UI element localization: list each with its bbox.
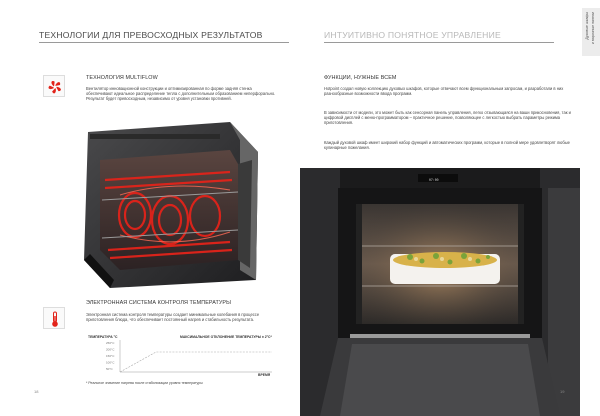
chart-y-axis-label: ТЕМПЕРАТУРА °C [88,335,118,339]
section-corner-tab [582,8,600,56]
multiflow-oven-illustration [80,120,265,290]
multiflow-text: Вентилятор инновационной конструкции и оптимизированная по форме задняя стенка обеспечивают идеальное распределение тепла с дополнительным образованием неперфорально. Результат будет превосходным, независимо от уровня установки противней. [86,86,276,102]
chart-y-tick-label: 200°C [106,347,115,352]
multiflow-title: ТЕХНОЛОГИЯ MULTIFLOW [86,75,158,81]
temp-control-text: Электронная система контроля температуры создает минимальные колебания в процессе приготовления блюда, что обеспечивает постоянный нагрев и стабильность результата. [86,312,260,323]
right-page-title: ИНТУИТИВНО ПОНЯТНОЕ УПРАВЛЕНИЕ [324,30,501,40]
left-page-title: ТЕХНОЛОГИИ ДЛЯ ПРЕВОСХОДНЫХ РЕЗУЛЬТАТОВ [39,30,263,40]
chart-y-tick-label: 150°C [106,354,115,358]
left-footnote: * Реальное значение нагрева после стабилизации уровня температуры [86,381,203,385]
right-page-number: 19 [560,389,565,394]
temp-control-title: ЭЛЕКТРОННАЯ СИСТЕМА КОНТРОЛЯ ТЕМПЕРАТУРЫ [86,300,231,306]
temperature-chart [86,332,276,378]
functions-paragraph-1: Hotpoint создал новую коллекцию духовых шкафов, которые отвечают всем функциональным запросам, и разработали в них разнообразные возможности ввода программ. [324,86,564,97]
oven-display-readout: 07:00 [429,178,439,182]
functions-title: ФУНКЦИИ, НУЖНЫЕ ВСЕМ [324,75,397,81]
chart-x-axis-label: ВРЕМЯ [258,373,271,377]
chart-temperature-line [120,352,272,372]
chart-y-tick-label: 100°C [106,360,115,365]
chart-y-tick-label: 250°C [106,341,115,345]
multiflow-icon [43,75,65,97]
left-page-number: 18 [34,389,39,394]
functions-paragraph-3: Каждый духовой шкаф имеет широкий набор функций и автоматических программ, которые в полной мере удовлетворят любые кулинарные пожелания. [324,140,570,151]
functions-paragraph-2: В зависимости от модели, это может быть как сенсорная панель управления, легко отзывающаяся на ваши прикосновения, так и цифровой дисплей с меню-программатором – практичное решение, позволяющее с легкостью выбрать параметры режима приготовления. [324,110,571,126]
right-page [300,0,600,416]
chart-y-ticks [106,341,115,371]
corner-tab-line-2: и варочные панели [591,12,595,45]
corner-tab-line-1: Духовые шкафы [585,12,589,40]
chart-annotation: МАКСИМАЛЬНОЕ ОТКЛОНЕНИЕ ТЕМПЕРАТУРЫ ± 2°C* [180,335,272,339]
oven-photo [300,168,580,416]
chart-y-tick-label: 50°C [106,367,113,371]
right-header-rule [324,42,554,43]
thermometer-icon [43,307,65,329]
left-header-rule [39,42,289,43]
